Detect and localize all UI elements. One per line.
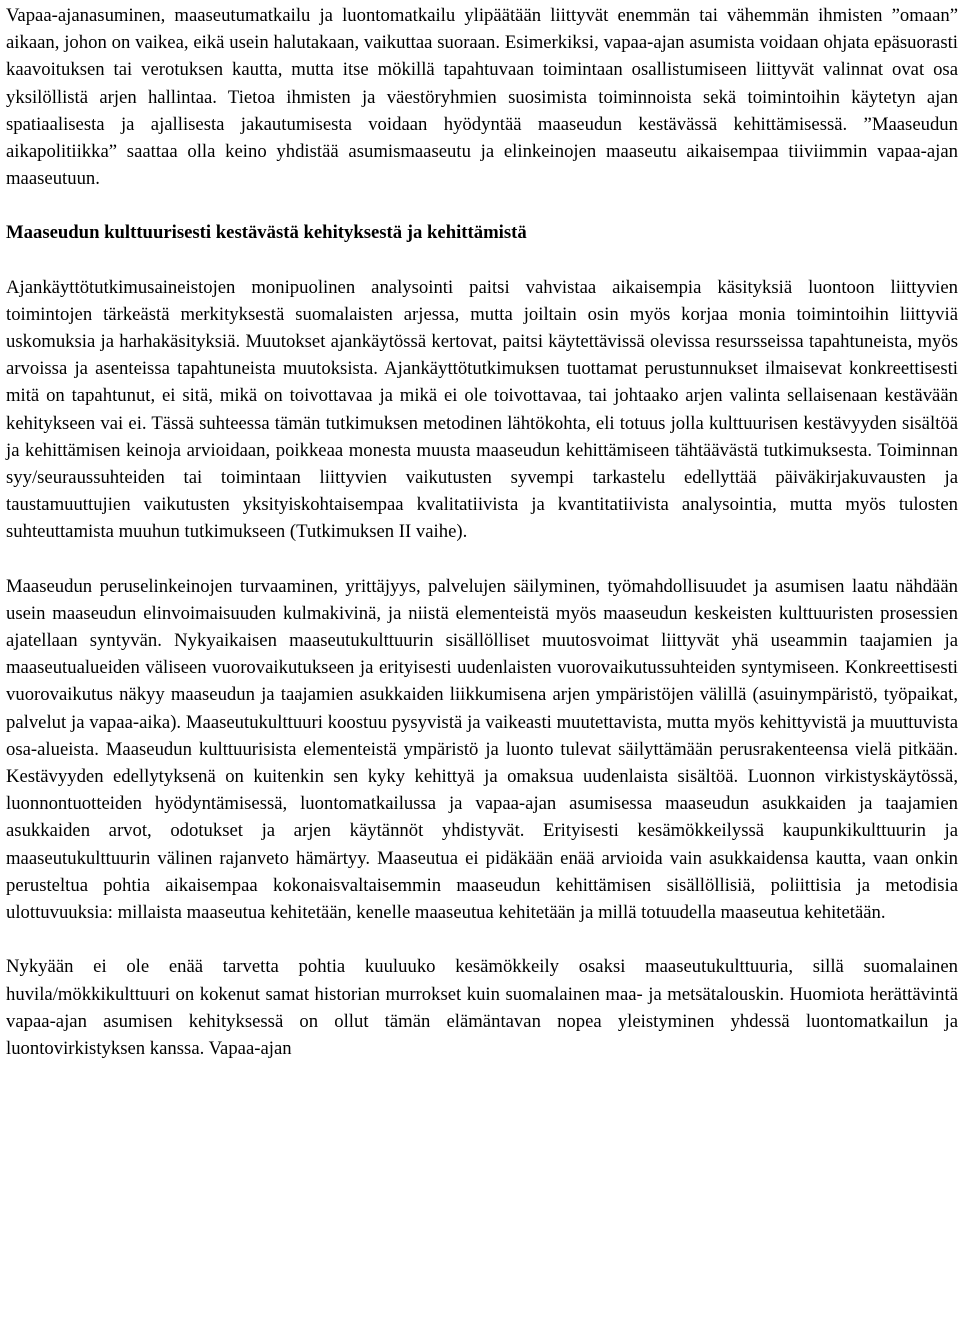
paragraph-spacer <box>6 192 958 219</box>
paragraph-spacer <box>6 247 958 274</box>
paragraph-3: Maaseudun peruselinkeinojen turvaaminen, yrittäjyys, palvelujen säilyminen, työmahdollisuudet ja asumisen laatu nähdään usein maaseudun elinvoimaisuuden kulmakivinä, ja niistä elementeistä myös maaseudun keskeisten kulttuuristen prosessien ajatellaan syntyvän. Nykyaikaisen maaseutukulttuurin sisällölliset muutosvoimat liittyvät yhä useammin taajamien ja maaseutualueiden väliseen vuorovaikutukseen ja erityisesti uudenlaisten vuorovaikutussuhteiden syntymiseen. Konkreettisesti vuorovaikutus näkyy maaseudun ja taajamien asukkaiden liikkumisena arjen ympäristöjen välillä (asuinympäristö, työpaikat, palvelut ja vapaa-aika). Maaseutukulttuuri koostuu pysyvistä ja vaikeasti muutettavista, mutta myös kehittyvistä ja muuttuvista osa-alueista. Maaseudun kulttuurisista elementeistä ympäristö ja luonto tulevat säilyttämään perusrakenteensa vielä pitkään. Kestävyyden edellytyksenä on kuitenkin sen kyky kehittyä ja omaksua uudenlaista sisältöä. Luonnon virkistyskäytössä, luonnontuotteiden hyödyntämisessä, luontomatkailussa ja vapaa-ajan asumisessa maaseudun asukkaiden ja taajamien asukkaiden arvot, odotukset ja arjen käytännöt yhdistyvät. Erityisesti kesämökkeilyssä kaupunkikulttuurin ja maaseutukulttuurin välinen rajanveto hämärtyy. Maaseutua ei pidäkään enää arvioida vain asukkaidensa kautta, vaan onkin perusteltua pohtia aikaisempaa kokonaisvaltaisemmin maaseudun kehittämisen sisällöllisiä, poliittisia ja metodisia ulottuvuuksia: millaista maaseutua kehitetään, kenelle maaseutua kehitetään ja millä totuudella maaseutua kehitetään. <box>6 575 958 924</box>
paragraph-spacer <box>6 926 958 953</box>
paragraph-4: Nykyään ei ole enää tarvetta pohtia kuuluuko kesämökkeily osaksi maaseutukulttuuria, sillä suomalainen huvila/mökkikulttuuri on kokenut samat historian murrokset kuin suomalainen maa- ja metsätalouskin. Huomiota herättävintä vapaa-ajan asumisen kehityksessä on ollut tämän elämäntavan nopea yleistyminen yhdessä luontomatkailun ja luontovirkistyksen kanssa. Vapaa-ajan <box>6 956 958 1059</box>
section-heading: Maaseudun kulttuurisesti kestävästä kehityksestä ja kehittämistä <box>6 222 527 244</box>
paragraph-2: Ajankäyttötutkimusaineistojen monipuolinen analysointi paitsi vahvistaa aikaisempia käsityksiä luontoon liittyvien toimintojen tärkeästä merkityksestä suomalaisten arjessa, mutta joiltain osin myös korjaa monia toimintoihin liittyviä uskomuksia ja harhakäsityksiä. Muutokset ajankäytössä kertovat, paitsi käytettävissä olevissa resursseissa tapahtuneista, myös arvoissa ja asenteissa tapahtuneista muutoksista. Ajankäyttötutkimuksen tuottamat perustunnukset ilmaisevat konkreettisesti mitä on tapahtunut, ei sitä, mikä on toivottavaa ja mikä ei ole toivottavaa, tai johtaako arjen valinta sellaisenaan kestävään kehitykseen vai ei. Tässä suhteessa tämän tutkimuksen metodinen lähtökohta, eli totuus jolla kulttuurisen kestävyyden sisältöä ja kehittämisen keinoja arvioidaan, poikkeaa monesta muusta maaseudun kehittämiseen tähtäävästä tutkimuksesta. Toiminnan syy/seuraussuhteiden tai toimintaan liittyvien vaikutusten syvempi tarkastelu edellyttää päiväkirjakuvausten ja taustamuuttujien vaikutusten yksityiskohtaisempaa kvalitatiivista ja kvantitatiivista analysointia, mutta myös tulosten suhteuttamista muuhun tutkimukseen (Tutkimuksen II vaihe). <box>6 276 958 543</box>
paragraph-1: Vapaa-ajanasuminen, maaseutumatkailu ja luontomatkailu ylipäätään liittyvät enemmän tai vähemmän ihmisten ”omaan” aikaan, johon on vaikea, eikä usein halutakaan, vaikuttaa suoraan. Esimerkiksi, vapaa-ajan asumista voidaan ohjata epäsuorasti kaavoituksen tai verotuksen kautta, mutta itse mökillä tapahtuvaan toimintaan osallistumiseen liittyvät valinnat ovat osa yksilöllistä arjen hallintaa. Tietoa ihmisten ja väestöryhmien suosimista toiminnoista sekä toimintoihin käytetyn ajan spatiaalisesta ja ajallisesta jakautumisesta voidaan hyödyntää maaseudun kestävässä kehittämisessä. ”Maaseudun aikapolitiikka” saattaa olla keino yhdistää asumismaaseutu ja elinkeinojen maaseutu aikaisempaa tiiviimmin vapaa-ajan maaseutuun. <box>6 5 958 190</box>
paragraph-spacer <box>6 546 958 573</box>
document-page <box>6 2 958 1062</box>
